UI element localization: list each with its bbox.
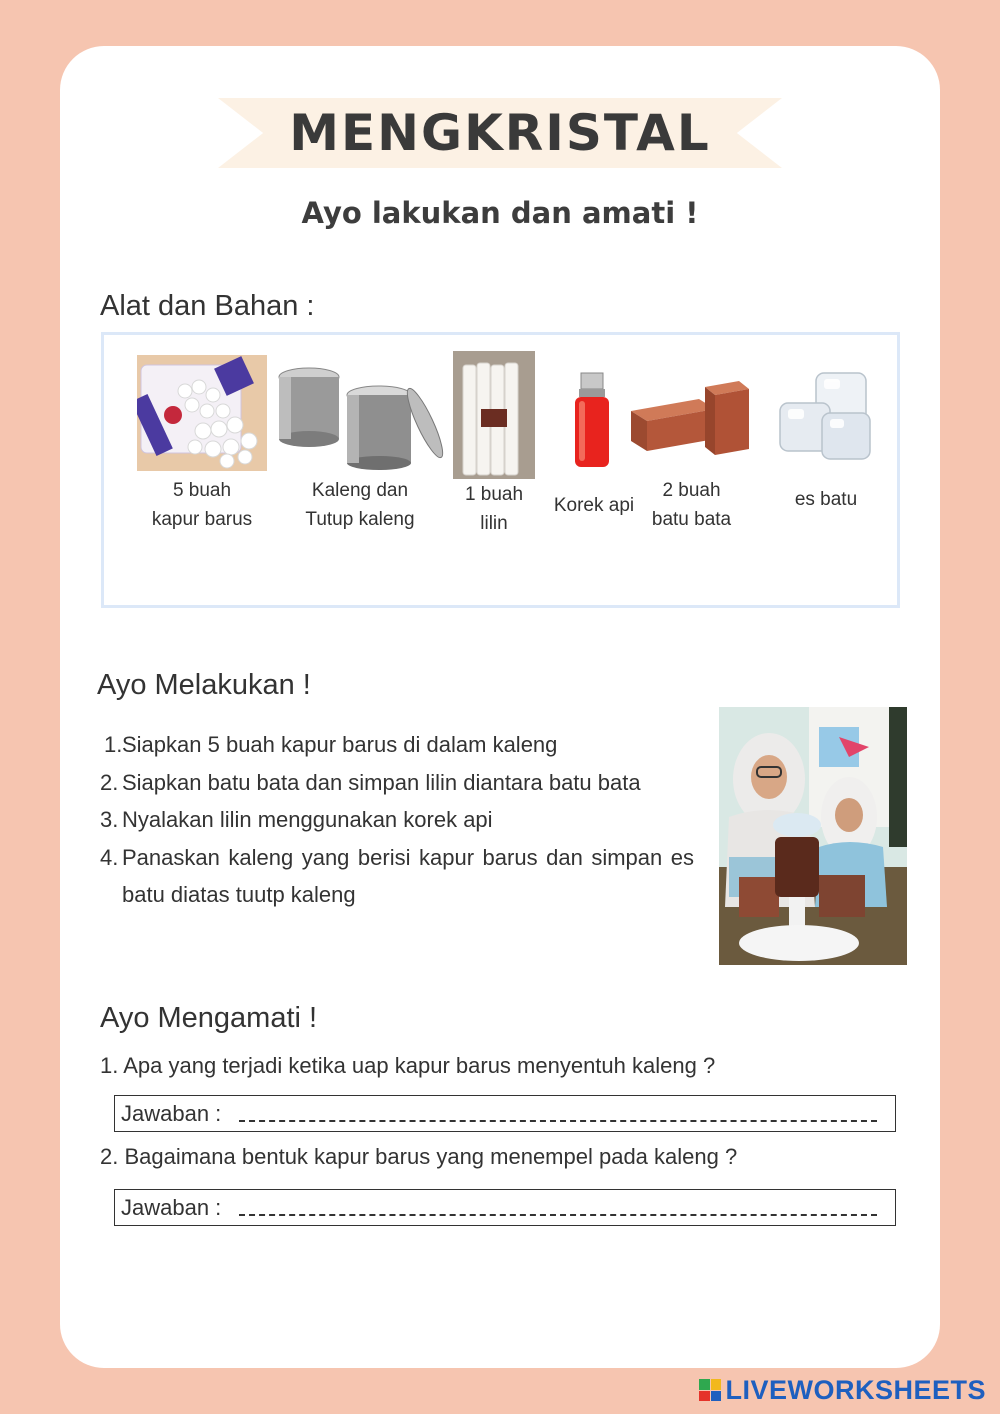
procedure-step [100, 726, 694, 764]
tool-label-line2: batu bata [651, 509, 732, 530]
tool-label-line1: Kaleng dan [311, 480, 409, 501]
experiment-photo [719, 707, 907, 965]
procedure-heading: Ayo Melakukan ! [97, 669, 311, 701]
mothball-icon [137, 355, 267, 471]
tool-label-line1: 5 buah [172, 480, 232, 501]
answer-label: Jawaban : [121, 1195, 222, 1220]
tool-label-line1: Korek api [553, 495, 635, 516]
tool-label-line2: kapur barus [151, 509, 253, 530]
step-text: Siapkan 5 buah kapur barus di dalam kaleng [122, 732, 558, 757]
tool-lighter [553, 355, 635, 516]
step-number: 3. [100, 807, 119, 832]
procedure-step [100, 764, 694, 802]
answer-label: Jawaban : [121, 1101, 222, 1126]
brand-name: LIVEWORKSHEETS [725, 1374, 986, 1405]
procedure-step [100, 801, 694, 839]
tool-label-line2: lilin [480, 513, 508, 534]
tool-mothballs [137, 355, 267, 530]
tin-can-icon [275, 355, 445, 471]
tools-heading: Alat dan Bahan : [100, 290, 315, 322]
tool-ice [776, 355, 876, 510]
page-subtitle: Ayo lakukan dan amati ! [301, 196, 699, 230]
question-2: 2. Bagaimana bentuk kapur barus yang menempel pada kaleng ? [100, 1144, 738, 1169]
tool-tin-can [275, 355, 445, 530]
liveworksheets-logo-icon [699, 1379, 721, 1401]
tool-label-line2: Tutup kaleng [305, 509, 415, 530]
step-number: 1. [104, 732, 123, 757]
procedure-step [100, 839, 694, 914]
answer-line [239, 1120, 877, 1122]
question-1: 1. Apa yang terjadi ketika uap kapur barus menyentuh kaleng ? [100, 1053, 716, 1078]
page-title: MENGKRISTAL [289, 104, 711, 162]
brick-icon [629, 355, 754, 471]
step-number: 2. [100, 769, 119, 795]
step-text: Nyalakan lilin menggunakan korek api [122, 807, 493, 832]
tool-label-line1: 2 buah [662, 480, 721, 501]
lighter-icon [553, 355, 635, 471]
ice-cube-icon [776, 355, 876, 471]
tool-label-line1: 1 buah [464, 484, 524, 505]
tool-candle [453, 355, 535, 534]
step-text: Panaskan kaleng yang berisi kapur barus dan simpan es batu diatas tuutp kaleng [122, 844, 694, 907]
candle-icon [453, 351, 535, 479]
step-text: Siapkan batu bata dan simpan lilin diantara batu bata [122, 769, 641, 795]
tool-bricks [629, 355, 754, 530]
tools-box [101, 332, 900, 608]
tool-label-line1: es batu [794, 489, 858, 510]
procedure-steps [100, 726, 694, 914]
observe-heading: Ayo Mengamati ! [100, 1002, 318, 1034]
step-number: 4. [100, 844, 119, 870]
answer-field-2[interactable] [114, 1189, 896, 1226]
answer-line [239, 1214, 877, 1216]
answer-field-1[interactable] [114, 1095, 896, 1132]
brand-logo [699, 1372, 986, 1408]
